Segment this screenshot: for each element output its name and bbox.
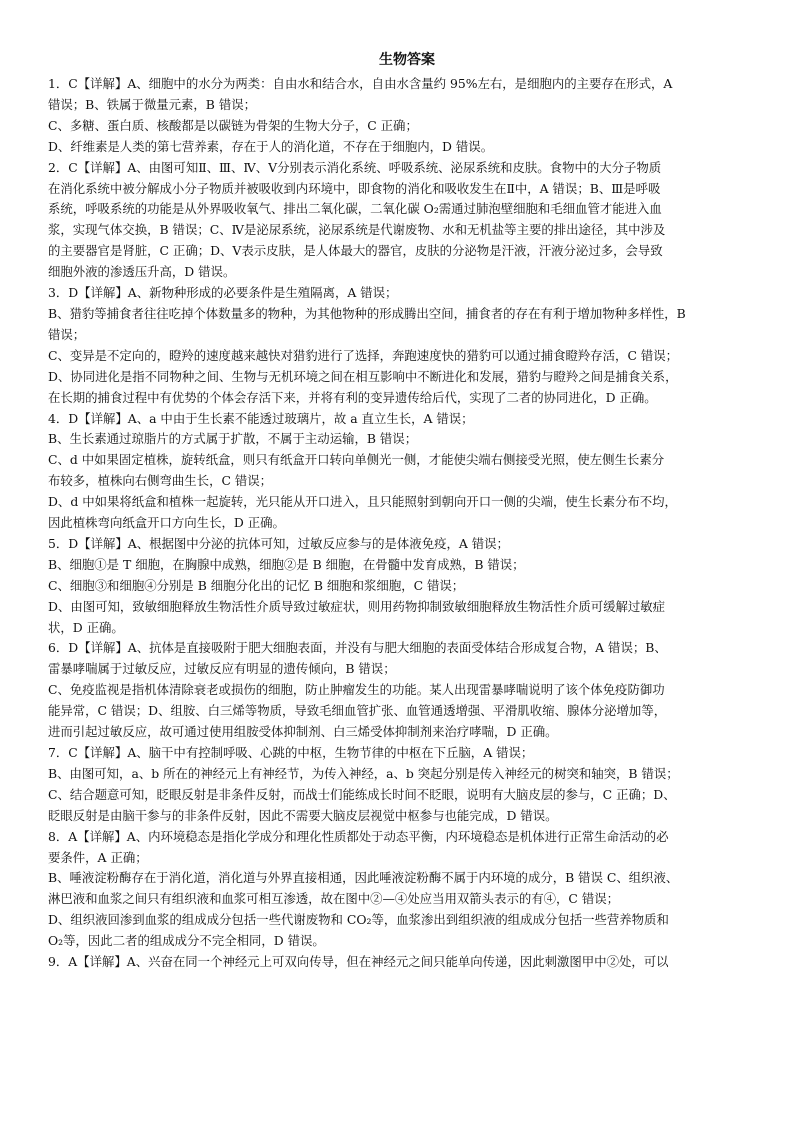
text-line: O₂等，因此二者的组成成分不完全相同，D 错误。	[48, 933, 325, 949]
text-line: 7．C【详解】A、脑干中有控制呼吸、心跳的中枢，生物节律的中枢在下丘脑，A 错误；	[48, 745, 534, 760]
text-line: 要条件，A 正确；	[48, 849, 148, 865]
text-line: 的主要器官是肾脏，C 正确；D、Ⅴ表示皮肤，是人体最大的器官，皮肤的分泌物是汗液，汗液分泌过多，会导致	[48, 243, 663, 259]
text-line: D、由图可知，致敏细胞释放生物活性介质导致过敏症状，则用药物抑制致敏细胞释放生物活性介质可缓解过敏症	[48, 598, 666, 614]
text-line: 状，D 正确。	[48, 619, 124, 635]
text-line: 8．A【详解】A、内环境稳态是指化学成分和理化性质都处于动态平衡，内环境稳态是机体进行正常生命活动的必	[48, 828, 669, 844]
text-line: 能异常，C 错误；D、组胺、白三烯等物质，导致毛细血管扩张、血管通透增强、平滑肌收缩、腺体分泌增加等，	[48, 703, 667, 719]
text-line: 5．D【详解】A、根据图中分泌的抗体可知，过敏反应参与的是体液免疫，A 错误；	[48, 535, 509, 551]
text-line: 2．C【详解】A、由图可知Ⅱ、Ⅲ、Ⅳ、Ⅴ分别表示消化系统、呼吸系统、泌尿系统和皮肤。食物中的大分子物质	[48, 159, 662, 175]
text-line: B、生长素通过琼脂片的方式属于扩散，不属于主动运输，B 错误；	[48, 431, 418, 447]
text-line: D、组织液回渗到血浆的组成成分包括一些代谢废物和 CO₂等，血浆渗出到组织液的组成成分包括一些营养物质和	[48, 912, 669, 928]
text-line: 在长期的捕食过程中有优势的个体会存活下来，并将有利的变异遗传给后代，实现了二者的协同进化，D 正确。	[48, 389, 657, 405]
page-title: 生物答案	[379, 52, 435, 68]
text-line: D、纤维素是人类的第七营养素，存在于人的消化道，不存在于细胞内，D 错误。	[48, 138, 494, 154]
text-line: 错误；B、铁属于微量元素，B 错误；	[48, 96, 257, 112]
text-line: 布较多，植株向右侧弯曲生长，C 错误；	[48, 473, 273, 489]
text-line: 细胞外液的渗透压升高，D 错误。	[48, 264, 236, 280]
text-line: 3．D【详解】A、新物种形成的必要条件是生殖隔离，A 错误；	[48, 285, 398, 301]
text-line: 淋巴液和血浆之间只有组织液和血浆可相互渗透，故在图中②—④处应当用双箭头表示的有④，C 错误；	[48, 891, 619, 907]
text-line: 浆，实现气体交换，B 错误；C、Ⅳ是泌尿系统，泌尿系统是代谢废物、水和无机盐等主要的排出途径，其中涉及	[48, 222, 666, 238]
text-line: 6．D【详解】A、抗体是直接吸附于肥大细胞表面，并没有与肥大细胞的表面受体结合形成复合物，A 错误；B、	[48, 640, 667, 656]
text-line: 1．C【详解】A、细胞中的水分为两类：自由水和结合水，自由水含量约 95%左右，是细胞内的主要存在形式，A	[48, 76, 673, 91]
text-line: C、细胞③和细胞④分别是 B 细胞分化出的记忆 B 细胞和浆细胞，C 错误；	[48, 577, 465, 593]
text-line: B、细胞①是 T 细胞，在胸腺中成熟，细胞②是 B 细胞，在骨髓中发育成熟，B 错误；	[48, 556, 525, 572]
text-line: C、d 中如果固定植株，旋转纸盒，则只有纸盒开口转向单侧光一侧，才能使尖端右侧接受光照，使左侧生长素分	[48, 452, 665, 468]
answer-page	[48, 50, 766, 973]
text-line: B、唾液淀粉酶存在于消化道，消化道与外界直接相通，因此唾液淀粉酶不属于内环境的成分，B 错误 C、组织液、	[48, 870, 679, 886]
text-line: 4．D【详解】A、a 中由于生长素不能透过玻璃片，故 a 直立生长，A 错误；	[48, 410, 474, 426]
text-line: 9．A【详解】A、兴奋在同一个神经元上可双向传导，但在神经元之间只能单向传递，因此刺激图甲中②处，可以	[48, 954, 669, 970]
text-line: B、猎豹等捕食者往往吃掉个体数量多的物种，为其他物种的形成腾出空间，捕食者的存在有利于增加物种多样性，B	[48, 305, 686, 321]
answer-body	[48, 74, 766, 973]
text-line: 错误；	[48, 326, 86, 342]
text-line: D、协同进化是指不同物种之间、生物与无机环境之间在相互影响中不断进化和发展，猎豹与瞪羚之间是捕食关系，	[48, 368, 678, 384]
text-line: 进而引起过敏反应，故可通过使用组胺受体抑制剂、白三烯受体抑制剂来治疗哮喘，D 正确。	[48, 724, 558, 740]
text-line: C、结合题意可知，眨眼反射是非条件反射，而战士们能练成长时间不眨眼，说明有大脑皮层的参与，C 正确；D、	[48, 786, 676, 802]
text-line: 系统，呼吸系统的功能是从外界吸收氧气、排出二氧化碳，二氧化碳 O₂需通过肺泡壁细胞和毛细血管才能进入血	[48, 201, 662, 217]
text-line: C、多糖、蛋白质、核酸都是以碳链为骨架的生物大分子，C 正确；	[48, 117, 418, 133]
text-line: C、免疫监视是指机体清除衰老或损伤的细胞，防止肿瘤发生的功能。某人出现雷暴哮喘说明了该个体免疫防御功	[48, 682, 665, 698]
text-line: C、变异是不定向的，瞪羚的速度越来越快对猎豹进行了选择，奔跑速度快的猎豹可以通过捕食瞪羚存活，C 错误；	[48, 347, 679, 363]
text-line: B、由图可知，a、b 所在的神经元上有神经节，为传入神经，a、b 突起分别是传入神经元的树突和轴突，B 错误；	[48, 765, 679, 781]
text-line: 在消化系统中被分解成小分子物质并被吸收到内环境中，即食物的消化和吸收发生在Ⅱ中，A 错误；B、Ⅲ是呼吸	[48, 180, 661, 196]
text-line: 眨眼反射是由脑干参与的非条件反射，因此不需要大脑皮层视觉中枢参与也能完成，D 错误。	[48, 807, 558, 823]
text-line: 因此植株弯向纸盒开口方向生长，D 正确。	[48, 515, 285, 531]
text-line: D、d 中如果将纸盒和植株一起旋转，光只能从开口进入，且只能照射到朝向开口一侧的尖端，使生长素分布不均，	[48, 494, 677, 510]
text-line: 雷暴哮喘属于过敏反应，过敏反应有明显的遗传倾向，B 错误；	[48, 661, 396, 677]
